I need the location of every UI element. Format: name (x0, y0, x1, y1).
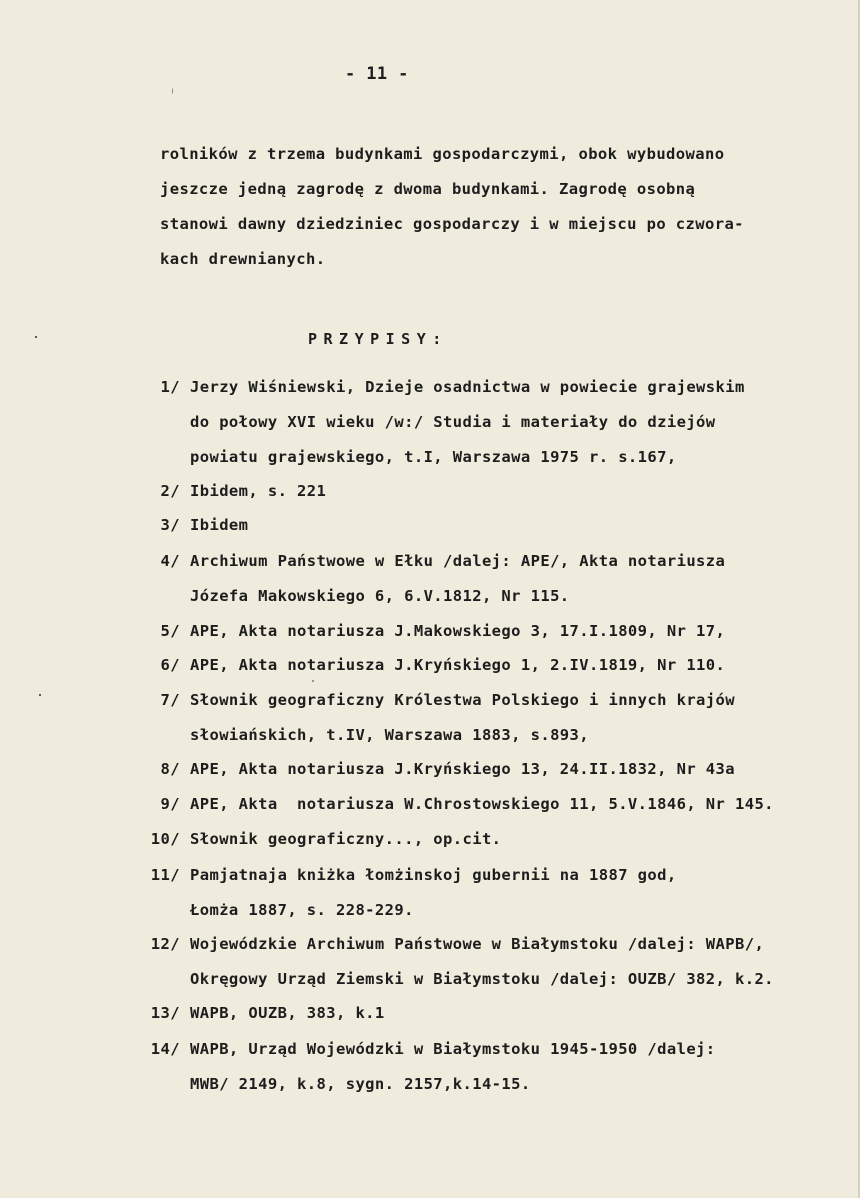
footnote-line: powiatu grajewskiego, t.I, Warszawa 1975 r. s.167, (190, 448, 677, 466)
footnote-number: 10/ (150, 830, 180, 848)
footnote-line: APE, Akta notariusza W.Chrostowskiego 11, 5.V.1846, Nr 145. (190, 795, 774, 813)
footnote-line: Okręgowy Urząd Ziemski w Białymstoku /dalej: OUZB/ 382, k.2. (190, 970, 774, 988)
footnote-line: APE, Akta notariusza J.Makowskiego 3, 17.I.1809, Nr 17, (190, 622, 726, 640)
paragraph-line: stanowi dawny dziedziniec gospodarczy i w miejscu po czwora- (160, 215, 744, 233)
footnote-line: Łomża 1887, s. 228-229. (190, 901, 414, 919)
footnote-line: APE, Akta notariusza J.Kryńskiego 13, 24.II.1832, Nr 43a (190, 760, 735, 778)
footnote-number: 5/ (160, 622, 180, 640)
footnote-line: WAPB, OUZB, 383, k.1 (190, 1004, 385, 1022)
footnote-number: 9/ (160, 795, 180, 813)
footnote-line: Wojewódzkie Archiwum Państwowe w Białymstoku /dalej: WAPB/, (190, 935, 765, 953)
footnote-line: MWB/ 2149, k.8, sygn. 2157,k.14-15. (190, 1075, 531, 1093)
footnote-number: 13/ (150, 1004, 180, 1022)
paper-speck (35, 336, 37, 338)
paper-speck (39, 694, 41, 696)
footnote-line: Słownik geograficzny..., op.cit. (190, 830, 502, 848)
paper-speck (312, 680, 314, 682)
footnote-line: Jerzy Wiśniewski, Dzieje osadnictwa w powiecie grajewskim (190, 378, 745, 396)
footnote-line: Archiwum Państwowe w Ełku /dalej: APE/, Akta notariusza (190, 552, 726, 570)
paper-speck (172, 88, 173, 94)
footnote-number: 1/ (160, 378, 180, 396)
footnote-number: 2/ (160, 482, 180, 500)
footnote-line: do połowy XVI wieku /w:/ Studia i materiały do dziejów (190, 413, 716, 431)
page-number: - 11 - (345, 64, 409, 84)
footnote-line: Ibidem, s. 221 (190, 482, 327, 500)
footnote-number: 4/ (160, 552, 180, 570)
footnote-number: 6/ (160, 656, 180, 674)
paragraph-line: kach drewnianych. (160, 250, 326, 268)
footnote-line: Słownik geograficzny Królestwa Polskiego i innych krajów (190, 691, 735, 709)
paragraph-line: jeszcze jedną zagrodę z dwoma budynkami. Zagrodę osobną (160, 180, 696, 198)
footnote-number: 11/ (150, 866, 180, 884)
footnote-number: 8/ (160, 760, 180, 778)
footnote-line: Pamjatnaja kniżka łomżinskoj gubernii na 1887 god, (190, 866, 677, 884)
footnote-line: Ibidem (190, 516, 249, 534)
footnotes-heading: PRZYPISY: (308, 330, 448, 348)
footnote-number: 12/ (150, 935, 180, 953)
footnote-number: 7/ (160, 691, 180, 709)
footnote-line: Józefa Makowskiego 6, 6.V.1812, Nr 115. (190, 587, 570, 605)
footnote-line: APE, Akta notariusza J.Kryńskiego 1, 2.IV.1819, Nr 110. (190, 656, 726, 674)
footnote-line: WAPB, Urząd Wojewódzki w Białymstoku 1945-1950 /dalej: (190, 1040, 716, 1058)
footnote-line: słowiańskich, t.IV, Warszawa 1883, s.893, (190, 726, 590, 744)
footnote-number: 3/ (160, 516, 180, 534)
footnote-number: 14/ (150, 1040, 180, 1058)
paragraph-line: rolników z trzema budynkami gospodarczymi, obok wybudowano (160, 145, 725, 163)
